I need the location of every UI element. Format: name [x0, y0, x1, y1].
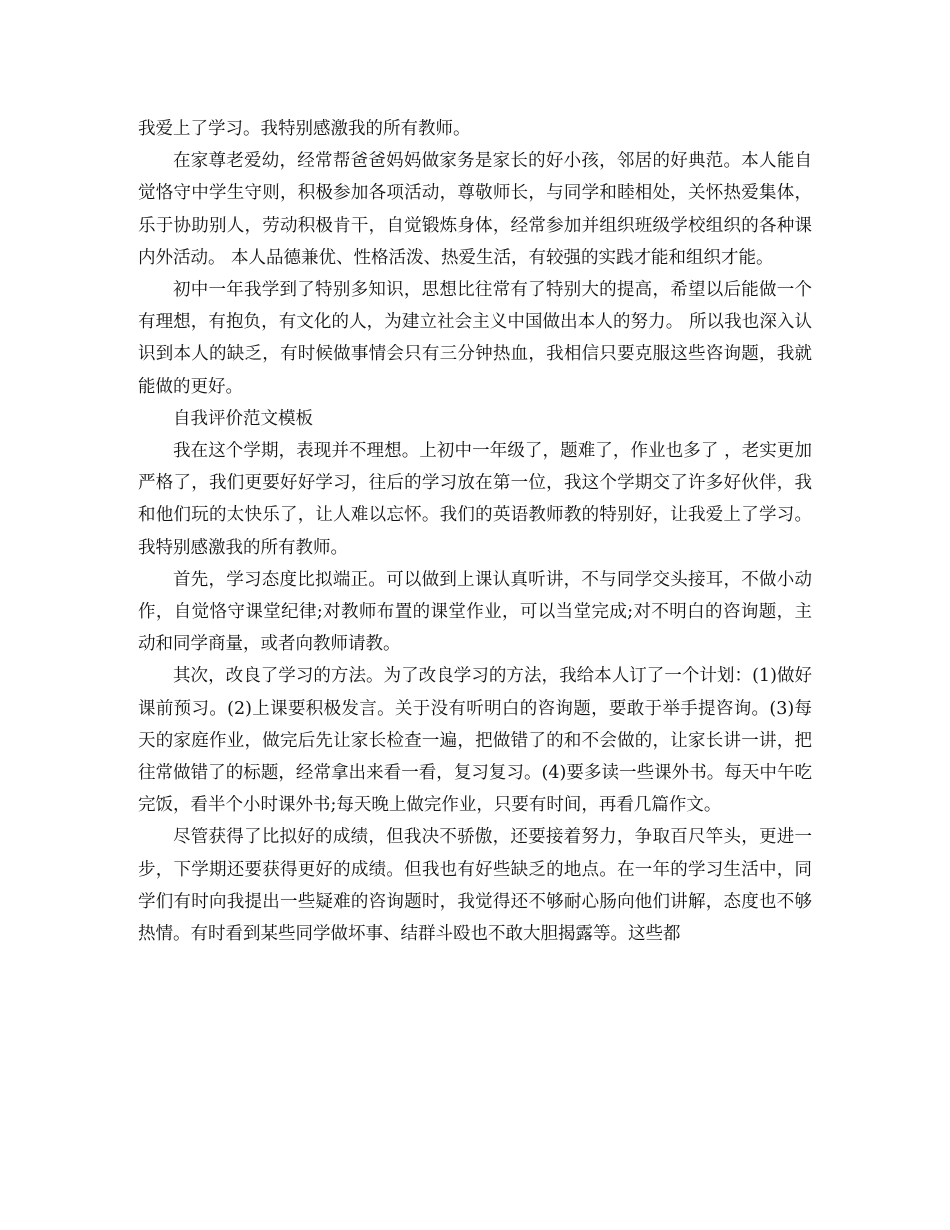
paragraph: 尽管获得了比拟好的成绩，但我决不骄傲，还要接着努力，争取百尺竿头，更进一步，下学期还要获得更好的成绩。但我也有好些缺乏的地点。在一年的学习生活中，同学们有时向我提出一些疑难的咨询题时，我觉得还不够耐心肠向他们讲解，态度也不够热情。有时看到某些同学做坏事、结群斗殴也不敢大胆揭露等。这些都	[138, 827, 812, 945]
section-heading: 自我评价范文模板	[173, 408, 313, 429]
document-body	[138, 113, 812, 950]
paragraph: 我爱上了学习。我特别感激我的所有教师。	[138, 119, 471, 139]
paragraph: 初中一年我学到了特别多知识，思想比往常有了特别大的提高，希望以后能做一个有理想，有抱负，有文化的人，为建立社会主义中国做出本人的努力。 所以我也深入认识到本人的缺乏，有时候做事情会只有三分钟热血，我相信只要克服这些咨询题，我就能做的更好。	[138, 280, 812, 397]
paragraph: 其次，改良了学习的方法。为了改良学习的方法，我给本人订了一个计划：(1)做好课前预习。(2)上课要积极发言。关于没有听明白的咨询题，要敢于举手提咨询。(3)每天的家庭作业，做完后先让家长检查一遍，把做错了的和不会做的，让家长讲一讲，把往常做错了的标题，经常拿出来看一看，复习复习。(4)要多读一些课外书。每天中午吃完饭，看半个小时课外书;每天晚上做完作业，只要有时间，再看几篇作文。	[138, 666, 812, 816]
paragraph: 在家尊老爱幼，经常帮爸爸妈妈做家务是家长的好小孩，邻居的好典范。本人能自觉恪守中学生守则，积极参加各项活动，尊敬师长，与同学和睦相处，关怀热爱集体，乐于协助别人，劳动积极肯干，自觉锻炼身体，经常参加并组织班级学校组织的各种课内外活动。 本人品德兼优、性格活泼、热爱生活，有较强的实践才能和组织才能。	[138, 151, 812, 268]
paragraph: 我在这个学期，表现并不理想。上初中一年级了，题难了，作业也多了 ，老实更加严格了，我们更要好好学习，往后的学习放在第一位，我这个学期交了许多好伙伴，我和他们玩的太快乐了，让人难以忘怀。我们的英语教师教的特别好，让我爱上了学习。我特别感激我的所有教师。	[138, 441, 812, 558]
paragraph: 首先，学习态度比拟端正。可以做到上课认真听讲，不与同学交头接耳，不做小动作，自觉恪守课堂纪律;对教师布置的课堂作业，可以当堂完成;对不明白的咨询题，主动和同学商量，或者向教师请教。	[138, 569, 812, 655]
